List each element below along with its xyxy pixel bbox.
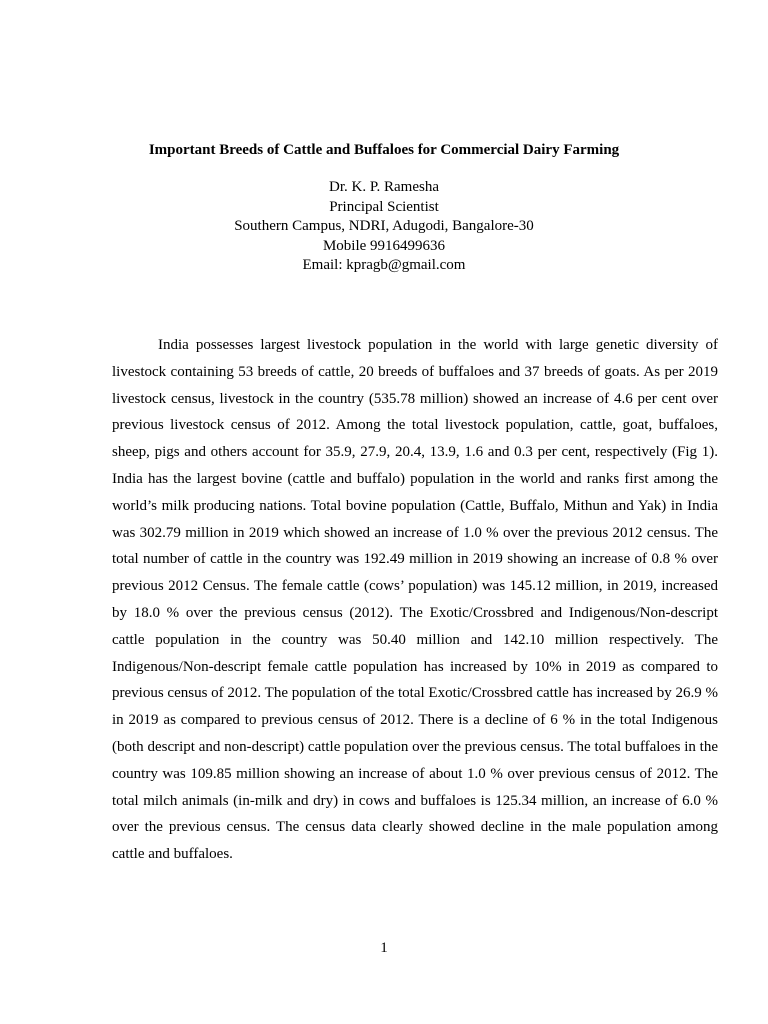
page-number: 1 — [380, 940, 388, 956]
author-block — [0, 178, 768, 276]
body-paragraph: India possesses largest livestock population in the world with large genetic diversity of livestock containing 53 breeds of cattle, 20 breeds of buffaloes and 37 breeds of goats. As per 2019 livestock census, livestock in the country (535.78 million) showed an increase of 4.6 per cent over previous livestock census of 2012. Among the total livestock population, cattle, goat, buffaloes, sheep, pigs and others account for 35.9, 27.9, 20.4, 13.9, 1.6 and 0.3 per cent, respectively (Fig 1). India has the largest bovine (cattle and buffalo) population in the world and ranks first among the world’s milk producing nations. Total bovine population (Cattle, Buffalo, Mithun and Yak) in India was 302.79 million in 2019 which showed an increase of 1.0 % over the previous 2012 census. The total number of cattle in the country was 192.49 million in 2019 showing an increase of 0.8 % over previous 2012 Census. The female cattle (cows’ population) was 145.12 million, in 2019, increased by 18.0 % over the previous census (2012). The Exotic/Crossbred and Indigenous/Non-descript cattle population in the country was 50.40 million and 142.10 million respectively. The Indigenous/Non-descript female cattle population has increased by 10% in 2019 as compared to previous census of 2012. The population of the total Exotic/Crossbred cattle has increased by 26.9 % in 2019 as compared to previous census of 2012. There is a decline of 6 % in the total Indigenous (both descript and non-descript) cattle population over the previous census. The total buffaloes in the country was 109.85 million showing an increase of about 1.0 % over previous census of 2012. The total milch animals (in-milk and dry) in cows and buffaloes is 125.34 million, an increase of 6.0 % over the previous census. The census data clearly showed decline in the male population among cattle and buffaloes. — [112, 337, 718, 863]
document-title: Important Breeds of Cattle and Buffaloes for Commercial Dairy Farming — [148, 142, 620, 158]
author-name: Dr. K. P. Ramesha — [329, 179, 439, 195]
author-designation: Principal Scientist — [329, 198, 439, 215]
author-mobile: Mobile 9916499636 — [322, 237, 446, 254]
author-email: Email: kpragb@gmail.com — [302, 257, 466, 273]
author-affiliation: Southern Campus, NDRI, Adugodi, Bangalore-30 — [234, 218, 534, 234]
